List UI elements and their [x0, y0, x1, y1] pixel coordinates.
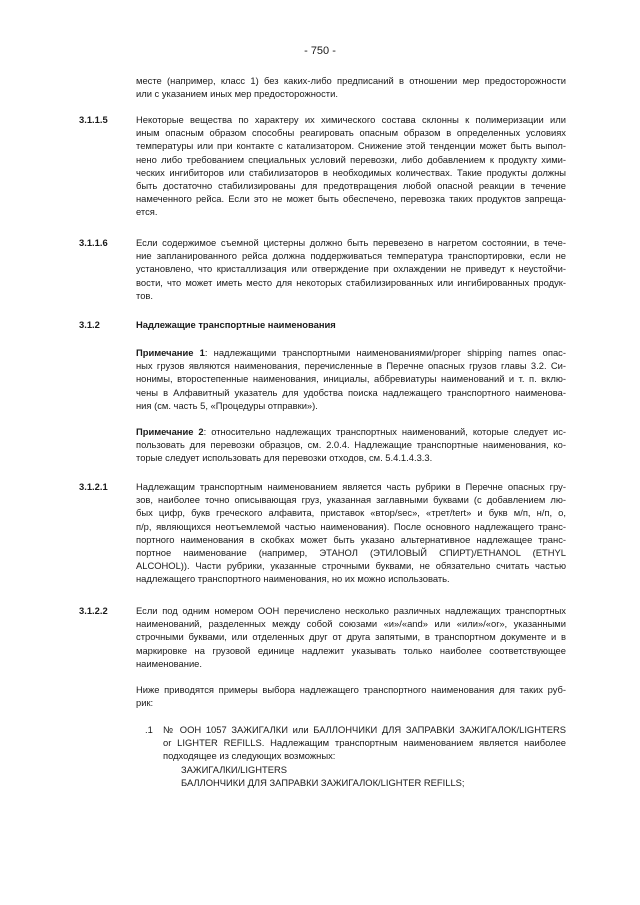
- text-line: ных грузов являются наименования, перечисленные в Перечне опасных грузов главы 3.2. Си-: [136, 360, 566, 372]
- text-line: быть достаточно стабилизированы для предотвращения любой опасной реакции в течение: [136, 180, 566, 192]
- text-line: строчными буквами, или отделенных друг от друга запятыми, в транспортном документе и в: [136, 631, 566, 643]
- section-number-3-1-2: 3.1.2: [79, 319, 100, 330]
- note-1-label: Примечание 1: [136, 347, 205, 358]
- option-item: ЗАЖИГАЛКИ/LIGHTERS: [181, 763, 288, 775]
- note-1: [136, 346, 566, 412]
- text-line: чены в Алфавитный указатель для удобства поиска надлежащего транспортного наименова-: [136, 386, 566, 398]
- section-number-3-1-2-1: 3.1.2.1: [79, 481, 108, 492]
- section-number-3-1-1-6: 3.1.1.6: [79, 237, 108, 248]
- text-line: тов.: [136, 289, 153, 301]
- text-line: ние запланированного рейса должна поддерживаться температура транспортировки, если не: [136, 250, 566, 262]
- text-line: или с указанием иных мер предосторожности.: [136, 88, 338, 100]
- section-3-1-1-6-text: [136, 236, 566, 302]
- option-list: [163, 763, 566, 789]
- text-line: Если под одним номером ООН перечислено несколько различных надлежащих транспортных: [136, 605, 566, 616]
- text-line: [136, 425, 566, 438]
- text-line: зов, наиболее точно описывающая груз, указанная заглавными буквами (с добавлением лю-: [136, 494, 566, 506]
- text-line: нонимы, второстепенные наименования, инициалы, аббревиатуры наименований и т. п. вклю-: [136, 373, 566, 385]
- text-line: ALCOHOL)). Части рубрики, указанные строчными буквами, не обязательно считать частью: [136, 560, 566, 572]
- text-line: иным опасным образом способны реагировать опасным образом в определенных условиях: [136, 127, 566, 139]
- note-2: [136, 425, 566, 465]
- text-line: рик:: [136, 697, 154, 709]
- section-3-1-2-2-text: [136, 604, 566, 670]
- text-line: маркировке на грузовой единице надлежит указывать только наиболее соответствующее: [136, 644, 566, 656]
- section-3-1-1-5-text: [136, 113, 566, 219]
- text-line: бых цифр, букв греческого алфавита, приставок «втор/sec», «трет/tert» и букв м/п, н/п, о,: [136, 507, 566, 519]
- text-line: ческих ингибиторов или стабилизаторов в необходимых количествах. Такие продукты должны: [136, 166, 566, 178]
- section-heading: Надлежащие транспортные наименования: [136, 319, 336, 330]
- text-line: наименований, разделенных между собой союзами «и»/«and» или «или»/«or», указанными: [136, 618, 566, 630]
- option-item: БАЛЛОНЧИКИ ДЛЯ ЗАПРАВКИ ЗАЖИГАЛОК/LIGHTER REFILLS;: [181, 776, 465, 788]
- text-line: портного наименования в скобках может быть указано альтернативное надлежащее транс-: [136, 533, 566, 545]
- text-line: ния (см. часть 5, «Процедуры отправки»).: [136, 399, 318, 411]
- text-line: п/р, являющихся неотъемлемой частью наименования). После основного надлежащего транс-: [136, 520, 566, 532]
- text-line: температуры или при контакте с катализатором. Снижение этой тенденции может быть выпол-: [136, 140, 566, 152]
- text-line: Если содержимое съемной цистерны должно быть перевезено в нагретом состоянии, в тече-: [136, 237, 566, 248]
- section-3-1-2-1-text: [136, 480, 566, 586]
- text-line: наименование.: [136, 657, 203, 669]
- note-1-text: : надлежащими транспортными наименованиями/proper shipping names опас-: [204, 347, 566, 358]
- text-line: вости, что может иметь место для некоторых стабилизированных или ингибированных продук-: [136, 276, 566, 288]
- note-2-text: : относительно надлежащих транспортных наименований, которые следует ис-: [203, 426, 567, 437]
- list-item: [163, 723, 566, 789]
- text-line: торые следует использовать для перевозки отходов, см. 5.4.1.4.3.3.: [136, 452, 433, 464]
- text-line: месте (например, класс 1) без каких-либо предписаний в отношении мер предосторожности: [136, 75, 566, 86]
- text-line: № ООН 1057 ЗАЖИГАЛКИ или БАЛЛОНЧИКИ ДЛЯ ЗАПРАВКИ ЗАЖИГАЛОК/LIGHTERS: [163, 724, 566, 735]
- text-line: портное наименование (например, ЭТАНОЛ (ЭТИЛОВЫЙ СПИРТ)/ETHANOL (ETHYL: [136, 547, 566, 559]
- text-line: нено либо требованием специальных условий перевозки, либо добавлением к продукту хими-: [136, 153, 566, 165]
- text-line: подходящее из следующих возможных:: [163, 750, 336, 762]
- text-line: надлежащего транспортного наименования, но их можно использовать.: [136, 573, 450, 585]
- text-line: установлено, что кристаллизация или отверждение при охлаждении не приведут к неустойчи-: [136, 263, 566, 275]
- text-line: намеченного рейса. Если это не может быть обеспечено, перевозка таких продуктов запреща-: [136, 193, 566, 205]
- text-line: [136, 346, 566, 359]
- section-number-3-1-2-2: 3.1.2.2: [79, 605, 108, 616]
- page-number: - 750 -: [304, 45, 336, 57]
- section-number-3-1-1-5: 3.1.1.5: [79, 114, 108, 125]
- examples-intro: [136, 683, 566, 709]
- list-item-number: .1: [145, 724, 153, 735]
- continuation-paragraph: [136, 74, 566, 100]
- text-line: Надлежащим транспортным наименованием является часть рубрики в Перечне опасных гру-: [136, 481, 566, 492]
- note-2-label: Примечание 2: [136, 426, 204, 437]
- text-line: ется.: [136, 206, 158, 218]
- text-line: Ниже приводятся примеры выбора надлежащего транспортного наименования для таких руб-: [136, 684, 566, 695]
- text-line: or LIGHTER REFILLS. Надлежащим транспортным наименованием является наиболее: [163, 737, 566, 749]
- text-line: пользовать для перевозки образцов, см. 2.0.4. Надлежащие транспортные наименования, ко-: [136, 439, 566, 451]
- text-line: Некоторые вещества по характеру их химического состава склонны к полимеризации или: [136, 114, 566, 125]
